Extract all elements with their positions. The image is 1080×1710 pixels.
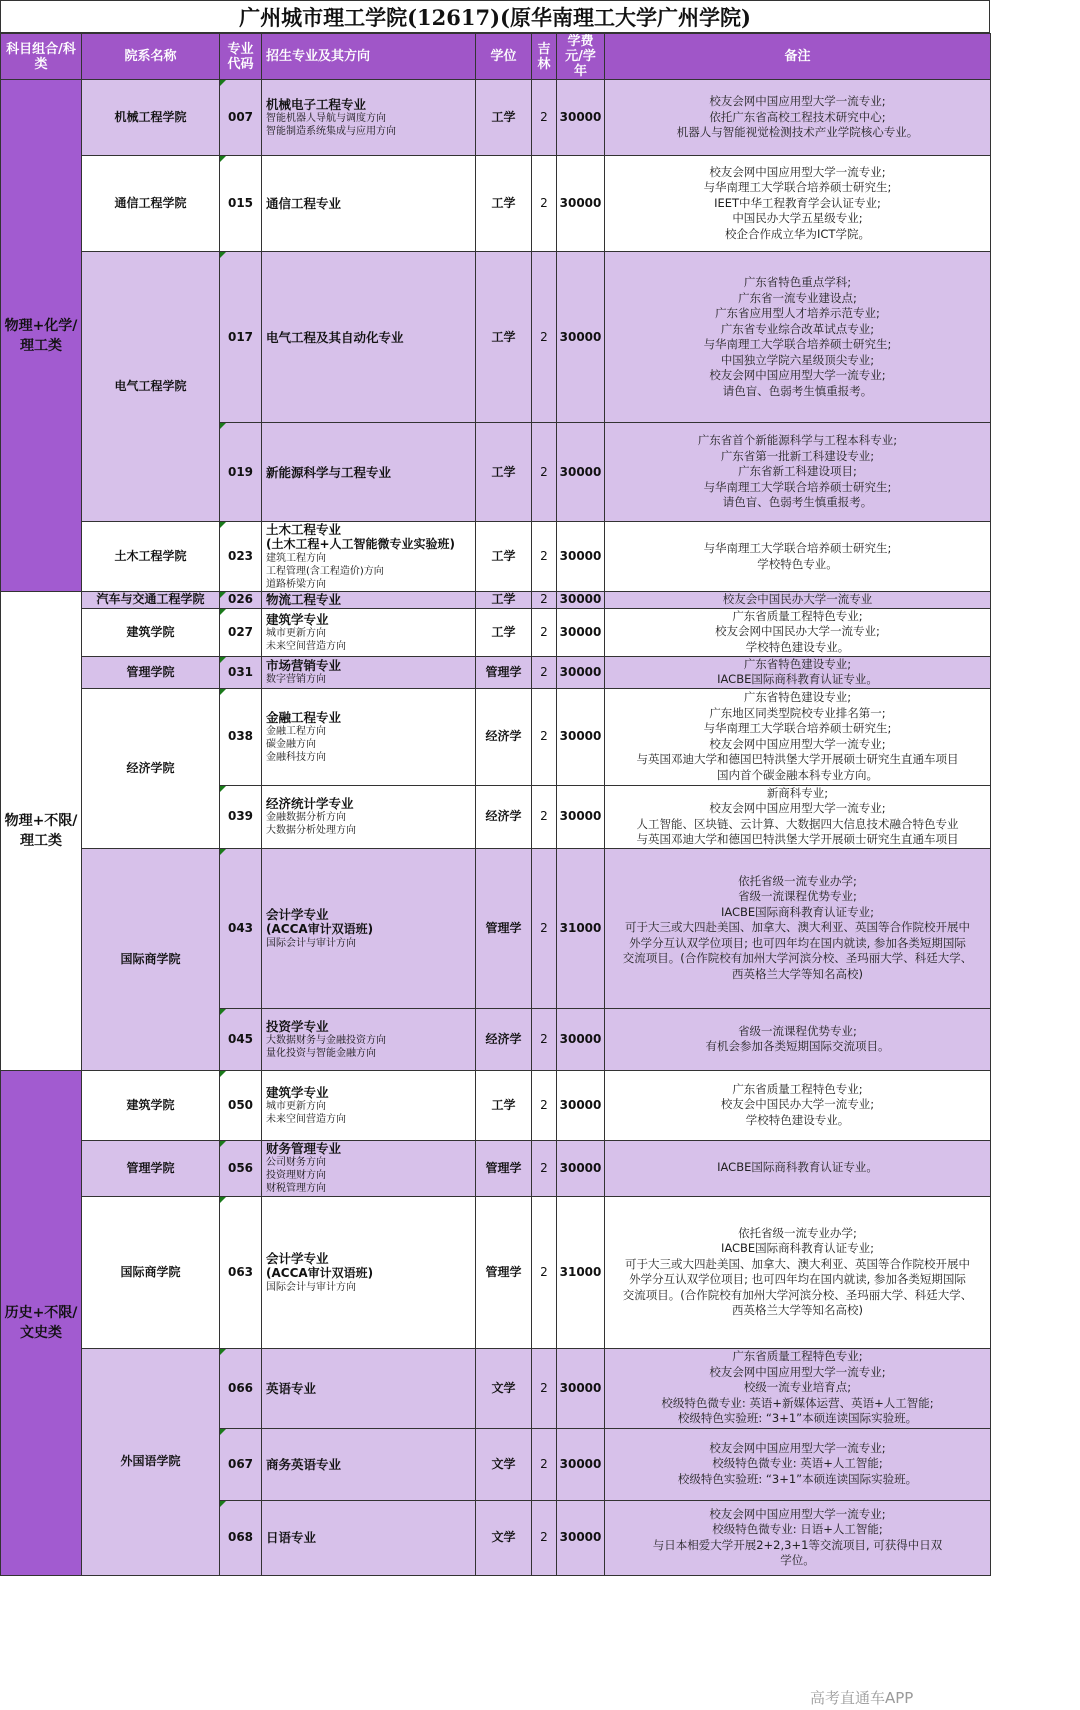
remark-line: 广东省应用型人才培养示范专业; [715,306,880,320]
table-row [1,592,991,609]
degree-cell: 文学 [476,1428,532,1500]
fee-cell: 30000 [557,522,605,592]
cell-marker-icon [220,689,226,695]
major-cell [262,688,476,785]
major-code [220,1140,262,1196]
major-code-text: 066 [227,1380,254,1395]
cell-marker-icon [220,1501,226,1507]
remark-cell [605,848,991,1008]
major-name: 会计学专业 [266,906,329,922]
degree-cell: 工学 [476,1070,532,1140]
remark-cell [605,608,991,656]
major-direction: 投资理财方向 [266,1170,326,1181]
remark-line: 广东地区同类型院校专业排名第一; [709,705,886,720]
remark-line: 广东省质量工程特色专业; [732,1081,863,1096]
remark-line: 与日本相爱大学开展2+2,3+1等交流项目, 可获得中日双 [652,1537,943,1552]
major-class: (ACCA审计双语班) [266,1265,374,1280]
major-code [220,1428,262,1500]
major-direction: 工程管理(含工程造价)方向 [266,566,384,577]
major-code-text: 038 [227,729,254,743]
major-code [220,1196,262,1348]
remark-line: 校企合作成立华为ICT学院。 [725,226,870,241]
header-degree: 学位 [476,34,532,80]
years-cell: 2 [532,1348,557,1428]
major-code [220,156,262,252]
header-remark: 备注 [605,34,991,80]
major-code-text: 007 [227,110,254,124]
remark-line: 广东省新工科建设项目; [738,464,857,479]
header-category: 科目组合/科类 [1,34,82,80]
remark-line: 广东省特色建设专业; [743,656,852,671]
remark-cell [605,1008,991,1070]
major-code-text: 050 [227,1097,254,1112]
years-cell: 2 [532,608,557,656]
degree-cell: 工学 [476,522,532,592]
major-direction: 数字营销方向 [266,674,326,685]
major-direction: 碳金融方向 [266,738,316,750]
major-class: (ACCA审计双语班) [266,921,374,936]
major-name: 英语专业 [266,1380,317,1396]
table-row [1,1070,991,1140]
remark-line: 外学分互认双学位项目; 也可四年均在国内就读, 参加各类短期国际 [629,1272,966,1286]
major-cell [262,656,476,688]
major-direction: 道路桥梁方向 [266,579,326,590]
remark-line: IACBE国际商科教育认证专业。 [717,672,878,686]
major-code-text: 043 [227,920,254,935]
remark-line: 中国独立学院六星级顶尖专业; [720,352,875,367]
major-direction: 大数据分析处理方向 [266,825,356,836]
dept-cell: 国际商学院 [82,1196,220,1348]
major-code-text: 015 [227,196,254,210]
remark-line: 国内首个碳金融本科专业方向。 [717,767,878,782]
remark-line: 请色盲、色弱考生慎重报考。 [722,495,873,510]
remark-line: 广东省一流专业建设点; [738,290,857,305]
years-cell: 2 [532,688,557,785]
years-cell: 2 [532,80,557,156]
major-direction: 国际会计与审计方向 [266,1281,356,1293]
remark-line: 校友会网中国应用型大学一流专业; [709,1506,886,1521]
remark-line: 交流项目。(合作院校有加州大学河滨分校、圣玛丽大学、科廷大学、 [622,1287,973,1302]
remark-cell [605,656,991,688]
remark-cell [605,1428,991,1500]
fee-cell: 30000 [557,608,605,656]
remark-cell [605,785,991,848]
dept-cell: 管理学院 [82,656,220,688]
remark-line: 校级特色微专业: 英语+人工智能; [712,1456,883,1471]
cell-marker-icon [220,1197,226,1203]
years-cell: 2 [532,656,557,688]
remark-line: 校友会网中国应用型大学一流专业; [709,801,886,815]
major-name: 电气工程及其自动化专业 [266,329,404,345]
major-name: 建筑学专业 [266,611,329,627]
years-cell: 2 [532,423,557,522]
remark-line: 学校特色建设专业。 [745,1112,850,1127]
major-name: 新能源科学与工程专业 [266,464,392,480]
degree-cell: 经济学 [476,1008,532,1070]
dept-cell: 建筑学院 [82,608,220,656]
major-cell [262,1348,476,1428]
major-code-text: 045 [227,1031,254,1046]
cell-marker-icon [220,1429,226,1435]
major-code-text: 026 [227,592,254,607]
table-row [1,1140,991,1196]
cell-marker-icon [220,1071,226,1077]
major-direction: 量化投资与智能金融方向 [266,1047,376,1059]
table-body [1,80,991,1576]
major-direction: 财税管理方向 [266,1183,326,1194]
cell-marker-icon [220,1141,226,1147]
dept-cell: 电气工程学院 [82,252,220,522]
degree-cell: 经济学 [476,688,532,785]
remark-line: IACBE国际商科教育认证专业; [720,904,875,919]
major-name: 土木工程专业 [266,522,342,537]
major-direction: 大数据财务与金融投资方向 [266,1034,386,1046]
table-row [1,522,991,592]
remark-line: 广东省特色重点学科; [743,275,852,289]
major-code [220,1070,262,1140]
major-code-text: 068 [227,1530,254,1544]
remark-line: 校级特色微专业: 日语+人工智能; [712,1522,883,1536]
major-cell [262,252,476,423]
remark-line: 学校特色专业。 [757,556,838,571]
table-row [1,656,991,688]
remark-line: 校友会网中国民办大学一流专业; [715,624,880,639]
cell-marker-icon [220,592,226,598]
major-direction: 智能制造系统集成与应用方向 [266,126,396,137]
remark-line: IEET中华工程教育学会认证专业; [714,195,881,210]
remark-cell [605,1500,991,1575]
table-row [1,848,991,1008]
cell-marker-icon [220,423,226,429]
fee-cell: 31000 [557,848,605,1008]
major-code-text: 039 [227,809,254,823]
major-code-text: 067 [227,1456,254,1471]
dept-cell: 通信工程学院 [82,156,220,252]
remark-line: 校友会网中国应用型大学一流专业; [709,1440,886,1455]
major-name: 会计学专业 [266,1250,329,1266]
major-name: 建筑学专业 [266,1084,329,1100]
major-code [220,848,262,1008]
remark-line: 与华南理工大学联合培养硕士研究生; [703,479,892,494]
years-cell: 2 [532,1196,557,1348]
remark-line: 广东省首个新能源科学与工程本科专业; [697,433,898,448]
remark-line: 省级一流课程优势专业; [738,889,857,904]
remark-line: 请色盲、色弱考生慎重报考。 [722,383,873,398]
fee-cell: 31000 [557,1196,605,1348]
remark-line: 校级一流专业培育点; [743,1380,852,1395]
remark-line: 广东省质量工程特色专业; [732,608,863,623]
admission-table [0,33,991,1576]
dept-cell: 外国语学院 [82,1348,220,1575]
remark-line: 校级特色实验班: “3+1”本硕连读国际实验班。 [677,1471,918,1486]
fee-cell: 30000 [557,252,605,423]
major-cell [262,1500,476,1575]
remark-line: 与英国邓迪大学和德国巴特洪堡大学开展硕士研究生直通车项目 [636,832,959,846]
remark-line: 新商科专业; [766,785,829,800]
cell-marker-icon [220,156,226,162]
major-cell [262,80,476,156]
degree-cell: 工学 [476,252,532,423]
cell-marker-icon [220,849,226,855]
remark-line: 校友会网中国应用型大学一流专业; [709,736,886,751]
header-row [1,34,991,80]
remark-line: 校友会中国民办大学一流专业; [720,1097,875,1112]
fee-cell: 30000 [557,785,605,848]
major-code [220,1348,262,1428]
major-name: 投资学专业 [266,1018,329,1034]
dept-cell: 建筑学院 [82,1070,220,1140]
remark-line: 与英国邓迪大学和德国巴特洪堡大学开展硕士研究生直通车项目 [636,752,959,766]
cell-marker-icon [220,522,226,528]
major-cell [262,1008,476,1070]
remark-line: 机器人与智能视觉检测技术产业学院核心专业。 [676,125,919,140]
table-row [1,1196,991,1348]
remark-cell [605,1348,991,1428]
remark-cell [605,156,991,252]
remark-line: 学校特色建设专业。 [745,639,850,654]
remark-line: 与华南理工大学联合培养硕士研究生; [703,337,892,351]
years-cell: 2 [532,522,557,592]
major-direction: 金融科技方向 [266,751,326,763]
major-code [220,423,262,522]
remark-line: 校友会网中国应用型大学一流专业; [709,368,886,382]
major-direction: 未来空间营造方向 [266,1113,346,1125]
cell-marker-icon [220,80,226,86]
years-cell: 2 [532,848,557,1008]
degree-cell: 管理学 [476,1196,532,1348]
remark-line: 与华南理工大学联合培养硕士研究生; [703,180,892,195]
years-cell: 2 [532,785,557,848]
fee-cell: 30000 [557,656,605,688]
major-code-text: 017 [227,329,254,344]
remark-line: 广东省特色建设专业; [743,690,852,704]
major-cell [262,1428,476,1500]
major-code [220,656,262,688]
remark-cell [605,1070,991,1140]
major-cell [262,1070,476,1140]
remark-cell [605,423,991,522]
major-code-text: 031 [227,664,254,679]
major-cell [262,848,476,1008]
remark-line: 校友会中国民办大学一流专业 [722,592,873,606]
dept-cell: 土木工程学院 [82,522,220,592]
fee-cell: 30000 [557,1140,605,1196]
header-major: 招生专业及其方向 [262,34,476,80]
fee-cell: 30000 [557,1500,605,1575]
degree-cell: 经济学 [476,785,532,848]
remark-line: 依托省级一流专业办学; [738,873,857,888]
dept-cell: 机械工程学院 [82,80,220,156]
category-cell: 物理+不限/理工类 [1,592,82,1071]
fee-cell: 30000 [557,423,605,522]
table-row [1,156,991,252]
dept-cell: 管理学院 [82,1140,220,1196]
major-name: 市场营销专业 [266,658,342,673]
remark-line: 广东省专业综合改革试点专业; [720,321,875,336]
remark-line: 西英格兰大学等知名高校) [732,1303,863,1317]
degree-cell: 工学 [476,80,532,156]
remark-cell [605,688,991,785]
remark-line: 可于大三或大四赴美国、加拿大、澳大利亚、英国等合作院校开展中 [625,920,970,935]
fee-cell: 30000 [557,156,605,252]
major-direction: 未来空间营造方向 [266,640,346,652]
major-cell [262,1196,476,1348]
major-code [220,252,262,423]
remark-line: 依托广东省高校工程技术研究中心; [709,109,886,124]
fee-cell: 30000 [557,1428,605,1500]
degree-cell: 工学 [476,423,532,522]
major-name: 通信工程专业 [266,196,342,211]
major-direction: 金融工程方向 [266,725,326,737]
major-code-text: 056 [227,1160,254,1175]
remark-line: 校级特色微专业: 英语+新媒体运营、英语+人工智能; [661,1395,934,1410]
cell-marker-icon [220,1009,226,1015]
major-name: 财务管理专业 [266,1141,342,1156]
remark-cell [605,522,991,592]
cell-marker-icon [220,1349,226,1355]
major-name: 商务英语专业 [266,1456,342,1472]
remark-cell [605,1196,991,1348]
remark-cell [605,252,991,423]
major-cell [262,423,476,522]
major-code [220,688,262,785]
remark-line: IACBE国际商科教育认证专业; [720,1241,875,1255]
major-class: (土木工程+人工智能微专业实验班) [266,537,456,551]
major-direction: 国际会计与审计方向 [266,937,356,949]
remark-line: 西英格兰大学等知名高校) [732,966,863,981]
degree-cell: 文学 [476,1500,532,1575]
major-cell [262,592,476,609]
header-dept: 院系名称 [82,34,220,80]
major-direction: 建筑工程方向 [266,553,326,564]
major-code [220,80,262,156]
major-direction: 城市更新方向 [266,1100,326,1112]
major-code [220,592,262,609]
degree-cell: 管理学 [476,848,532,1008]
remark-line: IACBE国际商科教育认证专业。 [717,1160,878,1175]
major-direction: 公司财务方向 [266,1157,326,1168]
degree-cell: 文学 [476,1348,532,1428]
remark-line: 中国民办大学五星级专业; [732,211,863,226]
table-row [1,1348,991,1428]
major-cell [262,522,476,592]
cell-marker-icon [220,786,226,792]
major-code [220,522,262,592]
major-code [220,785,262,848]
fee-cell: 30000 [557,80,605,156]
degree-cell: 工学 [476,156,532,252]
category-cell: 物理+化学/理工类 [1,80,82,592]
dept-cell: 国际商学院 [82,848,220,1070]
major-code-text: 019 [227,464,254,479]
header-fee: 学费元/学年 [557,34,605,80]
fee-cell: 30000 [557,1348,605,1428]
cell-marker-icon [220,252,226,258]
cell-marker-icon [220,657,226,663]
remark-line: 人工智能、区块链、云计算、大数据四大信息技术融合特色专业 [636,816,959,831]
years-cell: 2 [532,1428,557,1500]
table-row [1,608,991,656]
remark-line: 交流项目。(合作院校有加州大学河滨分校、圣玛丽大学、科廷大学、 [622,951,973,966]
remark-line: 校友会网中国应用型大学一流专业; [709,1364,886,1379]
major-name: 日语专业 [266,1530,317,1545]
major-code [220,608,262,656]
years-cell: 2 [532,1500,557,1575]
cell-marker-icon [220,609,226,615]
header-code: 专业代码 [220,34,262,80]
dept-cell: 汽车与交通工程学院 [82,592,220,609]
years-cell: 2 [532,1140,557,1196]
major-direction: 金融数据分析方向 [266,812,346,823]
major-cell [262,156,476,252]
remark-line: 可于大三或大四赴美国、加拿大、澳大利亚、英国等合作院校开展中 [625,1256,970,1271]
page-title: 广州城市理工学院(12617)(原华南理工大学广州学院) [0,0,990,33]
major-name: 机械电子工程专业 [266,97,367,112]
remark-line: 学位。 [780,1553,815,1567]
fee-cell: 30000 [557,1008,605,1070]
fee-cell: 30000 [557,592,605,609]
fee-cell: 30000 [557,688,605,785]
table-row [1,688,991,785]
watermark: 高考直通车APP [810,1689,914,1707]
remark-line: 与华南理工大学联合培养硕士研究生; [703,721,892,735]
major-cell [262,608,476,656]
remark-line: 广东省第一批新工科建设专业; [720,448,875,463]
major-code-text: 027 [227,624,254,639]
major-name: 金融工程专业 [266,709,342,725]
remark-line: 依托省级一流专业办学; [738,1225,857,1240]
fee-cell: 30000 [557,1070,605,1140]
table-row [1,252,991,423]
remark-cell [605,80,991,156]
remark-line: 校级特色实验班: “3+1”本硕连读国际实验班。 [677,1411,918,1426]
remark-line: 校友会网中国应用型大学一流专业; [709,94,886,109]
major-code-text: 063 [227,1264,254,1279]
remark-cell [605,1140,991,1196]
table-row [1,80,991,156]
remark-cell [605,592,991,609]
remark-line: 校友会网中国应用型大学一流专业; [709,164,886,179]
degree-cell: 工学 [476,608,532,656]
category-cell: 历史+不限/文史类 [1,1070,82,1575]
dept-cell: 经济学院 [82,688,220,848]
remark-line: 外学分互认双学位项目; 也可四年均在国内就读, 参加各类短期国际 [629,935,966,950]
major-direction: 城市更新方向 [266,627,326,639]
major-cell [262,1140,476,1196]
years-cell: 2 [532,252,557,423]
years-cell: 2 [532,592,557,609]
degree-cell: 管理学 [476,656,532,688]
degree-cell: 工学 [476,592,532,609]
years-cell: 2 [532,156,557,252]
remark-line: 省级一流课程优势专业; [738,1023,857,1038]
major-code-text: 023 [227,549,254,563]
major-cell [262,785,476,848]
remark-line: 广东省质量工程特色专业; [732,1349,863,1364]
major-code [220,1008,262,1070]
major-name: 物流工程专业 [266,592,342,608]
remark-line: 有机会参加各类短期国际交流项目。 [705,1039,890,1053]
years-cell: 2 [532,1008,557,1070]
major-name: 经济统计学专业 [266,796,354,811]
degree-cell: 管理学 [476,1140,532,1196]
major-code [220,1500,262,1575]
remark-line: 与华南理工大学联合培养硕士研究生; [703,541,892,555]
major-direction: 智能机器人导航与调度方向 [266,113,386,124]
header-years: 吉林 [532,34,557,80]
years-cell: 2 [532,1070,557,1140]
